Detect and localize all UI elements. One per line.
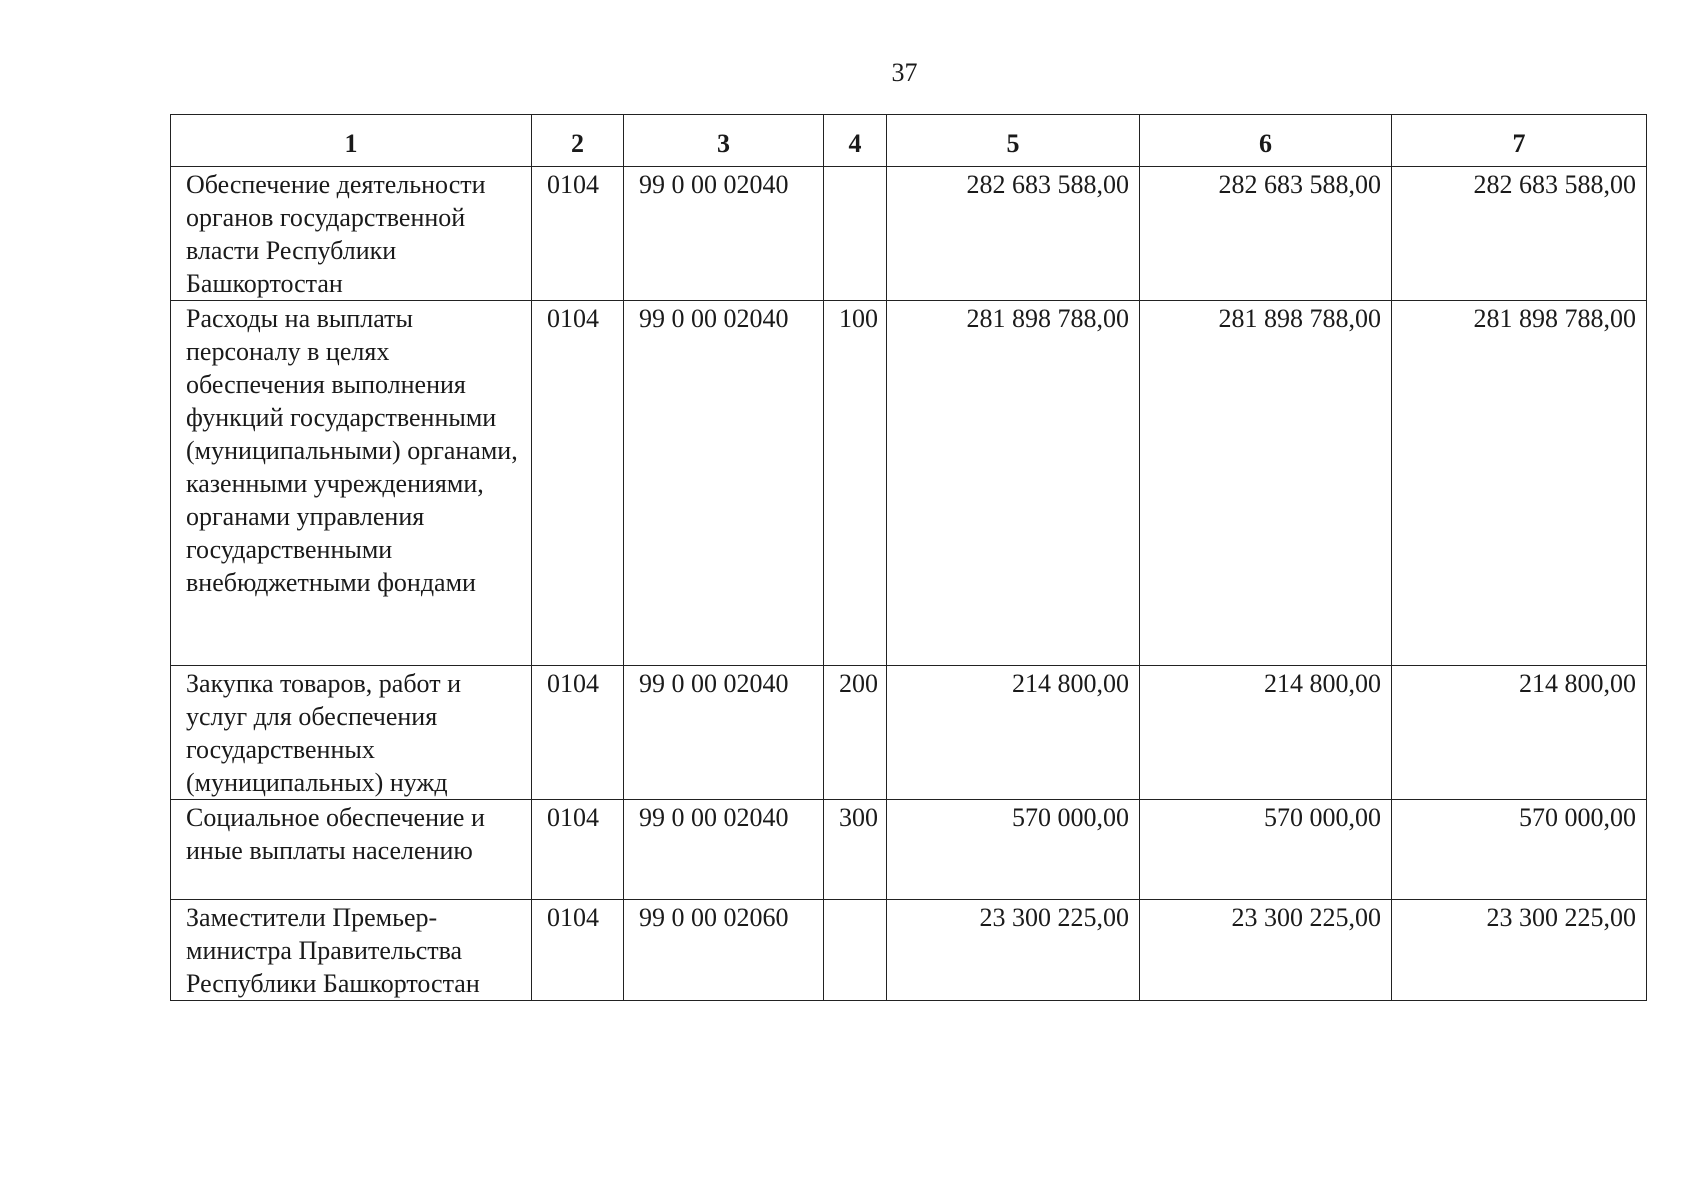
column-header-3: 3 [624,115,824,167]
table-row [171,900,1647,1001]
row-amount-7: 23 300 225,00 [1392,900,1647,1001]
table-row [171,666,1647,800]
column-header-1: 1 [171,115,532,167]
table-row [171,167,1647,301]
row-amount-6: 570 000,00 [1140,800,1392,900]
row-csr: 99 0 00 02060 [624,900,824,1001]
column-header-2: 2 [532,115,624,167]
row-amount-7: 282 683 588,00 [1392,167,1647,301]
row-amount-5: 570 000,00 [887,800,1140,900]
row-name: Социальное обеспечение и иные выплаты населению [171,800,532,900]
row-amount-6: 23 300 225,00 [1140,900,1392,1001]
row-name: Обеспечение деятельности органов государственной власти Республики Башкортостан [171,167,532,301]
row-name: Заместители Премьер-министра Правительства Республики Башкортостан [171,900,532,1001]
row-rz-pr: 0104 [532,900,624,1001]
column-header-4: 4 [824,115,887,167]
row-name: Закупка товаров, работ и услуг для обеспечения государственных (муниципальных) нужд [171,666,532,800]
column-header-6: 6 [1140,115,1392,167]
column-header-7: 7 [1392,115,1647,167]
row-vr [824,167,887,301]
row-amount-6: 281 898 788,00 [1140,301,1392,666]
row-rz-pr: 0104 [532,301,624,666]
column-header-5: 5 [887,115,1140,167]
budget-table [170,114,1647,1001]
row-rz-pr: 0104 [532,800,624,900]
row-csr: 99 0 00 02040 [624,301,824,666]
row-amount-5: 281 898 788,00 [887,301,1140,666]
row-name: Расходы на выплаты персоналу в целях обеспечения выполнения функций государственными (муниципальными) органами, казенными учреждениями, органами управления государственными внебюджетными фондами [171,301,532,666]
row-amount-7: 214 800,00 [1392,666,1647,800]
row-amount-7: 281 898 788,00 [1392,301,1647,666]
table-header-row [171,115,1647,167]
row-vr: 100 [824,301,887,666]
row-csr: 99 0 00 02040 [624,800,824,900]
row-rz-pr: 0104 [532,666,624,800]
row-amount-5: 214 800,00 [887,666,1140,800]
row-amount-7: 570 000,00 [1392,800,1647,900]
row-amount-5: 23 300 225,00 [887,900,1140,1001]
row-rz-pr: 0104 [532,167,624,301]
row-csr: 99 0 00 02040 [624,666,824,800]
page-number: 37 [891,58,918,87]
table-row [171,800,1647,900]
row-csr: 99 0 00 02040 [624,167,824,301]
table-row [171,301,1647,666]
row-amount-5: 282 683 588,00 [887,167,1140,301]
row-amount-6: 214 800,00 [1140,666,1392,800]
row-vr: 200 [824,666,887,800]
row-vr: 300 [824,800,887,900]
row-amount-6: 282 683 588,00 [1140,167,1392,301]
row-vr [824,900,887,1001]
